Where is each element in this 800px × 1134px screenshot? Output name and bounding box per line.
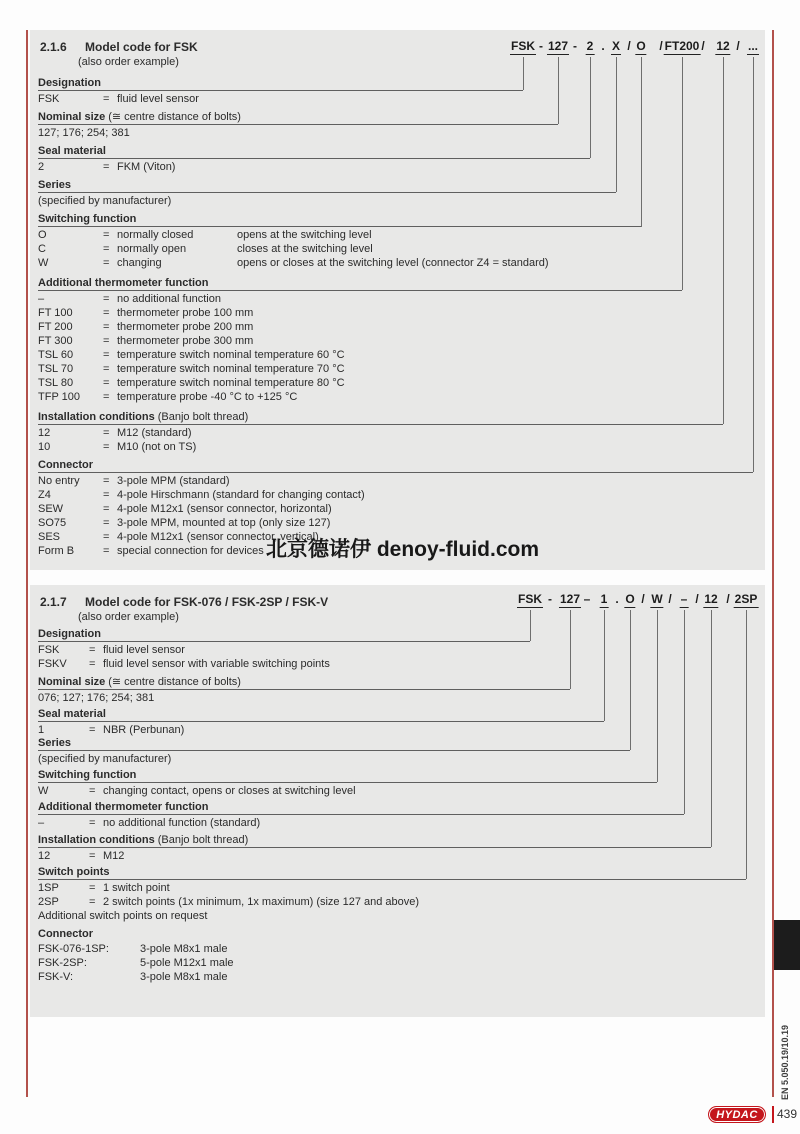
spec-cell: =: [103, 391, 110, 403]
group-header-label: Nominal size: [38, 111, 106, 123]
spec-row: [38, 488, 760, 502]
spec-cell: =: [103, 363, 110, 375]
section-number: 2.1.6: [40, 40, 67, 54]
code-segment: 1: [600, 592, 608, 606]
spec-cell: fluid level sensor: [103, 644, 185, 656]
group-rows: [38, 159, 760, 174]
spec-cell: 5-pole M12x1 male: [140, 957, 234, 969]
group-series: [38, 179, 760, 208]
group-header-label: Additional thermometer function: [38, 277, 209, 289]
group-nominal-size: [38, 111, 760, 140]
group-header: [38, 628, 530, 642]
group-rows: [38, 783, 760, 798]
spec-cell: =: [103, 489, 110, 501]
code-segment: O: [625, 592, 635, 606]
group-additional-thermometer-function: [38, 801, 760, 830]
spec-cell: FSKV: [38, 658, 67, 670]
code-separator: /: [736, 39, 740, 53]
spec-row: [38, 292, 760, 306]
section-title: Model code for FSK: [85, 40, 198, 54]
group-switching-function: [38, 213, 760, 270]
spec-cell: 2SP: [38, 896, 59, 908]
spec-row: [38, 440, 760, 454]
spec-row: [38, 516, 760, 530]
code-segment: 2SP: [734, 592, 758, 606]
group-header-label: Series: [38, 179, 72, 191]
spec-cell: Additional switch points on request: [38, 910, 208, 922]
group-header-label: Installation conditions: [38, 834, 155, 846]
group-rows: [38, 941, 760, 984]
section-number: 2.1.7: [40, 595, 67, 609]
group-additional-thermometer-function: [38, 277, 760, 404]
group-header-label: Seal material: [38, 708, 106, 720]
spec-row: [38, 306, 760, 320]
spec-cell: =: [89, 785, 96, 797]
code-segment: ...: [747, 39, 759, 53]
spec-row: [38, 881, 760, 895]
spec-cell: =: [103, 293, 110, 305]
spec-cell: thermometer probe 300 mm: [117, 335, 254, 347]
group-rows: [38, 91, 760, 106]
code-segment: 12: [716, 39, 730, 53]
group-header: [38, 834, 711, 848]
group-rows: [38, 690, 760, 705]
group-header-label: Nominal size: [38, 676, 106, 688]
spec-cell: =: [103, 243, 110, 255]
spec-cell: Form B: [38, 545, 75, 557]
spec-cell: =: [89, 850, 96, 862]
code-separator: -: [548, 592, 552, 606]
group-header-label: Switching function: [38, 213, 137, 225]
group-header-label: Switch points: [38, 866, 110, 878]
spec-row: [38, 784, 760, 798]
spec-cell: 12: [38, 427, 51, 439]
group-rows: [38, 193, 760, 208]
code-separator: /: [627, 39, 631, 53]
spec-cell: 4-pole M12x1 (sensor connector, vertical): [117, 531, 319, 543]
spec-cell: 1: [38, 724, 45, 736]
code-separator: -: [539, 39, 543, 53]
spec-cell: FSK: [38, 93, 60, 105]
spec-cell: O: [38, 229, 47, 241]
code-separator: /: [668, 592, 672, 606]
spec-row: [38, 256, 760, 270]
group-installation-conditions: [38, 411, 760, 454]
spec-cell: opens or closes at the switching level (connector Z4 = standard): [237, 257, 549, 269]
section-title: Model code for FSK-076 / FSK-2SP / FSK-V: [85, 595, 329, 609]
spec-cell: 10: [38, 441, 51, 453]
group-header: [38, 145, 590, 159]
spec-cell: 4-pole M12x1 (sensor connector, horizontal): [117, 503, 332, 515]
code-segment: 12: [704, 592, 718, 606]
spec-cell: 2: [38, 161, 45, 173]
spec-cell: =: [103, 441, 110, 453]
spec-cell: normally open: [117, 243, 187, 255]
spec-cell: no additional function (standard): [103, 817, 261, 829]
group-header-label: Series: [38, 737, 72, 749]
spec-cell: (specified by manufacturer): [38, 753, 172, 765]
spec-cell: 3-pole M8x1 male: [140, 943, 228, 955]
spec-cell: fluid level sensor: [117, 93, 199, 105]
spec-cell: =: [89, 817, 96, 829]
spec-cell: TSL 80: [38, 377, 74, 389]
spec-cell: 3-pole M8x1 male: [140, 971, 228, 983]
group-header-note: (Banjo bolt thread): [157, 411, 249, 423]
spec-cell: =: [103, 427, 110, 439]
spec-row: [38, 426, 760, 440]
section-index-tab: [774, 920, 800, 970]
code-separator: /: [659, 39, 663, 53]
group-connector: [38, 928, 760, 984]
section-subtitle: (also order example): [78, 56, 179, 68]
code-separator: /: [695, 592, 699, 606]
group-designation: [38, 628, 760, 671]
spec-cell: 1SP: [38, 882, 59, 894]
spec-row: [38, 126, 760, 140]
code-separator: -: [573, 39, 577, 53]
code-segment: 127: [559, 592, 581, 606]
code-separator: .: [601, 39, 605, 53]
spec-cell: =: [103, 377, 110, 389]
group-header: [38, 676, 570, 690]
spec-row: [38, 643, 760, 657]
group-header: [38, 769, 657, 783]
spec-cell: SEW: [38, 503, 64, 515]
spec-cell: FSK-V:: [38, 971, 74, 983]
spec-cell: 3-pole MPM (standard): [117, 475, 230, 487]
spec-row: [38, 657, 760, 671]
hydac-logo: HYDAC: [708, 1106, 766, 1123]
spec-cell: =: [103, 545, 110, 557]
spec-cell: FSK-2SP:: [38, 957, 87, 969]
spec-cell: thermometer probe 200 mm: [117, 321, 254, 333]
code-segment: X: [611, 39, 621, 53]
group-rows: [38, 425, 760, 454]
code-connector-line: [590, 57, 591, 158]
spec-row: [38, 691, 760, 705]
spec-cell: C: [38, 243, 46, 255]
spec-cell: =: [103, 475, 110, 487]
group-seal-material: [38, 708, 760, 737]
spec-cell: M12 (standard): [117, 427, 192, 439]
group-rows: [38, 291, 760, 404]
spec-cell: W: [38, 257, 49, 269]
spec-row: [38, 474, 760, 488]
spec-cell: 2 switch points (1x minimum, 1x maximum) (size 127 and above): [103, 896, 420, 908]
left-accent-rule: [26, 30, 28, 1097]
group-rows: [38, 227, 760, 270]
group-header-label: Installation conditions: [38, 411, 155, 423]
code-segment: FSK: [518, 592, 542, 606]
spec-cell: =: [89, 658, 96, 670]
section-subtitle: (also order example): [78, 611, 179, 623]
spec-cell: FSK-076-1SP:: [38, 943, 109, 955]
spec-cell: =: [103, 531, 110, 543]
spec-cell: special connection for devices: [117, 545, 264, 557]
group-header-note: (Banjo bolt thread): [157, 834, 249, 846]
spec-cell: =: [89, 644, 96, 656]
spec-cell: M12: [103, 850, 125, 862]
code-segment: W: [651, 592, 663, 606]
spec-cell: No entry: [38, 475, 80, 487]
group-header: [38, 866, 746, 880]
spec-cell: SES: [38, 531, 61, 543]
group-designation: [38, 77, 760, 106]
section-2-1-6-panel: [30, 30, 765, 570]
group-rows: [38, 722, 760, 737]
spec-cell: =: [89, 724, 96, 736]
spec-row: [38, 194, 760, 208]
spec-cell: SO75: [38, 517, 67, 529]
code-segment: –: [680, 592, 688, 606]
group-header: [38, 277, 682, 291]
spec-cell: 1 switch point: [103, 882, 170, 894]
code-segment: 127: [547, 39, 569, 53]
spec-cell: FT 100: [38, 307, 73, 319]
spec-cell: temperature switch nominal temperature 60 °C: [117, 349, 345, 361]
spec-cell: =: [89, 882, 96, 894]
spec-cell: Z4: [38, 489, 51, 501]
spec-cell: 127; 176; 254; 381: [38, 127, 130, 139]
spec-row: [38, 92, 760, 106]
group-rows: [38, 848, 760, 863]
code-separator: /: [641, 592, 645, 606]
spec-cell: normally closed: [117, 229, 194, 241]
spec-cell: thermometer probe 100 mm: [117, 307, 254, 319]
spec-cell: FT 300: [38, 335, 73, 347]
spec-cell: fluid level sensor with variable switching points: [103, 658, 330, 670]
watermark: 北京德诺伊 denoy-fluid.com: [266, 538, 539, 561]
group-header: [38, 928, 760, 941]
group-header-label: Seal material: [38, 145, 106, 157]
spec-cell: =: [103, 503, 110, 515]
spec-cell: changing contact, opens or closes at switching level: [103, 785, 356, 797]
spec-cell: 4-pole Hirschmann (standard for changing contact): [117, 489, 365, 501]
group-header: [38, 111, 558, 125]
group-rows: [38, 642, 760, 671]
spec-cell: NBR (Perbunan): [103, 724, 185, 736]
group-rows: [38, 751, 760, 766]
spec-row: [38, 348, 760, 362]
document-code-vertical: EN 5.050.19/10.19: [780, 1024, 790, 1100]
group-header-label: Additional thermometer function: [38, 801, 209, 813]
spec-cell: closes at the switching level: [237, 243, 373, 255]
code-separator: /: [701, 39, 705, 53]
spec-cell: =: [103, 517, 110, 529]
spec-row: [38, 970, 760, 984]
group-header: [38, 737, 630, 751]
spec-row: [38, 334, 760, 348]
spec-cell: 076; 127; 176; 254; 381: [38, 692, 155, 704]
spec-cell: =: [103, 307, 110, 319]
spec-cell: W: [38, 785, 49, 797]
group-header: [38, 801, 684, 815]
spec-row: [38, 849, 760, 863]
group-header: [38, 77, 523, 91]
section-2-1-7-panel: [30, 585, 765, 1017]
spec-row: [38, 320, 760, 334]
group-rows: [38, 880, 760, 923]
spec-cell: =: [103, 93, 110, 105]
group-header-note: (≅ centre distance of bolts): [108, 111, 241, 123]
group-switch-points: [38, 866, 760, 923]
spec-cell: changing: [117, 257, 162, 269]
group-nominal-size: [38, 676, 760, 705]
spec-row: [38, 502, 760, 516]
spec-cell: =: [103, 349, 110, 361]
spec-cell: FT 200: [38, 321, 73, 333]
spec-row: [38, 242, 760, 256]
spec-cell: =: [103, 161, 110, 173]
group-header-label: Designation: [38, 628, 101, 640]
spec-cell: temperature probe -40 °C to +125 °C: [117, 391, 298, 403]
spec-row: [38, 752, 760, 766]
group-installation-conditions: [38, 834, 760, 863]
group-series: [38, 737, 760, 766]
spec-cell: FKM (Viton): [117, 161, 176, 173]
spec-cell: 3-pole MPM, mounted at top (only size 127): [117, 517, 331, 529]
group-rows: [38, 815, 760, 830]
spec-row: [38, 160, 760, 174]
group-switching-function: [38, 769, 760, 798]
spec-cell: =: [103, 229, 110, 241]
group-header-label: Switching function: [38, 769, 137, 781]
code-segment: O: [636, 39, 646, 53]
spec-row: [38, 362, 760, 376]
spec-cell: =: [89, 896, 96, 908]
spec-cell: M10 (not on TS): [117, 441, 197, 453]
code-separator: /: [726, 592, 730, 606]
spec-cell: TFP 100: [38, 391, 80, 403]
spec-row: [38, 376, 760, 390]
spec-row: [38, 909, 760, 923]
spec-row: [38, 956, 760, 970]
spec-cell: (specified by manufacturer): [38, 195, 172, 207]
spec-cell: –: [38, 293, 45, 305]
group-header: [38, 411, 723, 425]
spec-cell: temperature switch nominal temperature 70 °C: [117, 363, 345, 375]
code-segment: FSK: [511, 39, 535, 53]
spec-cell: 12: [38, 850, 51, 862]
group-header: [38, 179, 616, 193]
page-number-divider: [772, 1106, 774, 1123]
spec-cell: opens at the switching level: [237, 229, 372, 241]
spec-cell: TSL 70: [38, 363, 74, 375]
group-header-label: Connector: [38, 459, 93, 471]
group-header-note: (≅ centre distance of bolts): [108, 676, 241, 688]
spec-cell: –: [38, 817, 45, 829]
spec-cell: =: [103, 321, 110, 333]
spec-cell: temperature switch nominal temperature 80 °C: [117, 377, 345, 389]
page-number: 439: [777, 1107, 798, 1121]
group-header-label: Designation: [38, 77, 101, 89]
spec-row: [38, 723, 760, 737]
spec-row: [38, 942, 760, 956]
group-header: [38, 459, 753, 473]
spec-cell: no additional function: [117, 293, 221, 305]
spec-row: [38, 390, 760, 404]
code-separator: .: [615, 592, 619, 606]
group-header: [38, 708, 604, 722]
group-header: [38, 213, 641, 227]
code-separator: –: [583, 592, 591, 606]
group-seal-material: [38, 145, 760, 174]
spec-row: [38, 228, 760, 242]
code-segment: 2: [586, 39, 594, 53]
code-segment: FT200: [664, 39, 700, 53]
spec-cell: FSK: [38, 644, 60, 656]
spec-row: [38, 895, 760, 909]
spec-cell: =: [103, 335, 110, 347]
group-rows: [38, 125, 760, 140]
spec-cell: TSL 60: [38, 349, 74, 361]
spec-cell: =: [103, 257, 110, 269]
group-header-label: Connector: [38, 928, 93, 940]
spec-row: [38, 816, 760, 830]
